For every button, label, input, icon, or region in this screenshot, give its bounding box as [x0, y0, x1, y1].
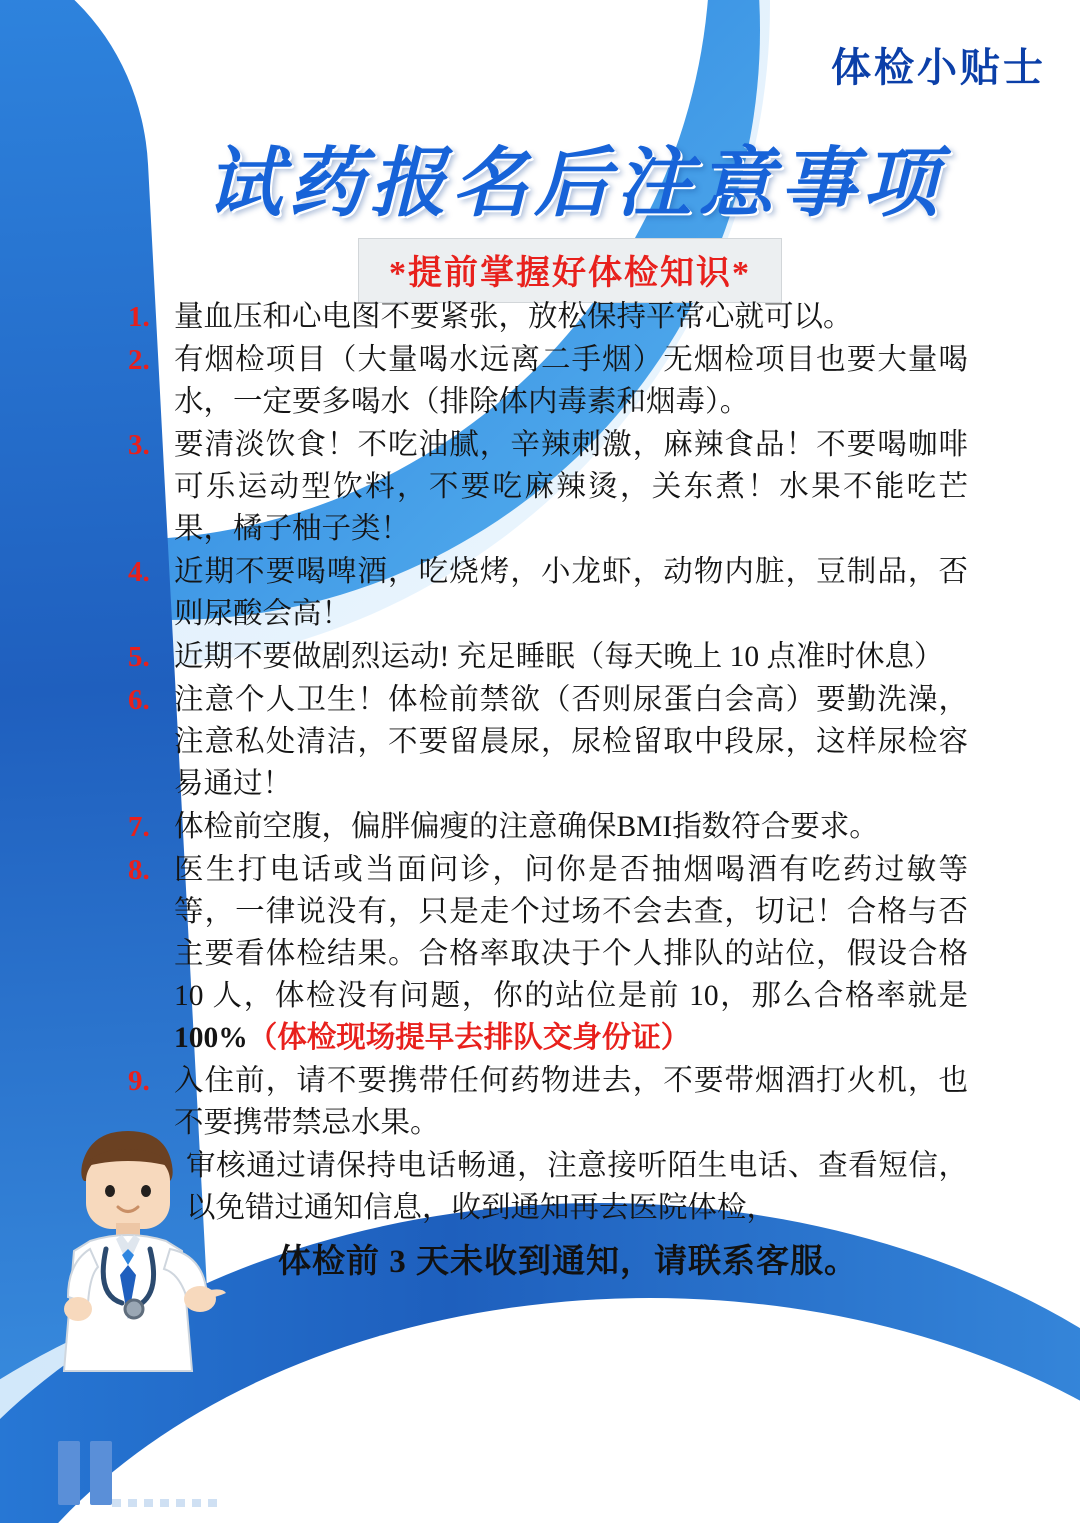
- decorative-blocks: [58, 1441, 112, 1505]
- page-title: [0, 122, 1080, 231]
- list-item: [128, 339, 968, 423]
- doctor-illustration: [30, 1103, 260, 1403]
- list-item-number: 8.: [128, 854, 150, 886]
- list-item-number: 9.: [128, 1065, 150, 1097]
- decorative-dotted-line: [112, 1499, 222, 1507]
- list-item-percent: 100%: [174, 1022, 248, 1054]
- list-item-number: 3.: [128, 429, 150, 461]
- page-title-text: 试药报名后注意事项: [206, 142, 944, 226]
- list-item: [128, 424, 968, 550]
- list-item-text: 医生打电话或当面问诊，问你是否抽烟喝酒有吃药过敏等等，一律说没有，只是走个过场不会去查，切记！合格与否主要看体检结果。合格率取决于个人排队的站位，假设合格 10 人，体检没有问题，你的站位是前 10，那么合格率就是: [174, 854, 968, 1012]
- footer-note: 体检前 3 天未收到通知，请联系客服。: [278, 1244, 858, 1280]
- list-item: [128, 551, 968, 635]
- list-item-text: 近期不要喝啤酒，吃烧烤，小龙虾，动物内脏，豆制品，否则尿酸会高！: [174, 556, 968, 630]
- list-item: [128, 296, 968, 338]
- list-item-text: 入住前，请不要携带任何药物进去，不要带烟酒打火机，也不要携带禁忌水果。: [174, 1065, 968, 1139]
- list-item-text: 有烟检项目（大量喝水远离二手烟）无烟检项目也要大量喝水，一定要多喝水（排除体内毒素和烟毒）。: [174, 344, 968, 418]
- list-item-8: [128, 849, 968, 1059]
- list-item-text: 量血压和心电图不要紧张，放松保持平常心就可以。: [174, 301, 853, 333]
- list-item-text: 要清淡饮食！不吃油腻，辛辣刺激，麻辣食品！不要喝咖啡可乐运动型饮料，不要吃麻辣烫，关东煮！水果不能吃芒果，橘子柚子类！: [174, 429, 968, 545]
- list-item-text: 近期不要做剧烈运动! 充足睡眠（每天晚上 10 点准时休息）: [174, 641, 944, 673]
- list-item-number: 7.: [128, 811, 150, 843]
- list-item: [128, 636, 968, 678]
- decorative-block: [58, 1441, 80, 1505]
- list-item-number: 2.: [128, 344, 150, 376]
- subtitle-text: *提前掌握好体检知识*: [358, 238, 782, 303]
- decorative-block: [90, 1441, 112, 1505]
- list-item: [128, 806, 968, 848]
- list-item-text: 审核通过请保持电话畅通，注意接听陌生电话、查看短信，以免错过通知信息，收到通知再去医院体检，: [186, 1150, 968, 1224]
- subtitle-banner: [0, 238, 1080, 303]
- list-item-text: 注意个人卫生！体检前禁欲（否则尿蛋白会高）要勤洗澡，注意私处清洁，不要留晨尿，尿检留取中段尿，这样尿检容易通过！: [174, 684, 968, 800]
- header-tip-label: 体检小贴士: [831, 45, 1046, 90]
- list-item: [128, 679, 968, 805]
- list-item-text: 体检前空腹，偏胖偏瘦的注意确保BMI指数符合要求。: [174, 811, 879, 843]
- list-item-highlight: （体检现场提早去排队交身份证）: [247, 1022, 691, 1054]
- list-item-number: 5.: [128, 641, 150, 673]
- list-item-number: 4.: [128, 556, 150, 588]
- list-item-number: 6.: [128, 684, 150, 716]
- list-item-number: 1.: [128, 301, 150, 333]
